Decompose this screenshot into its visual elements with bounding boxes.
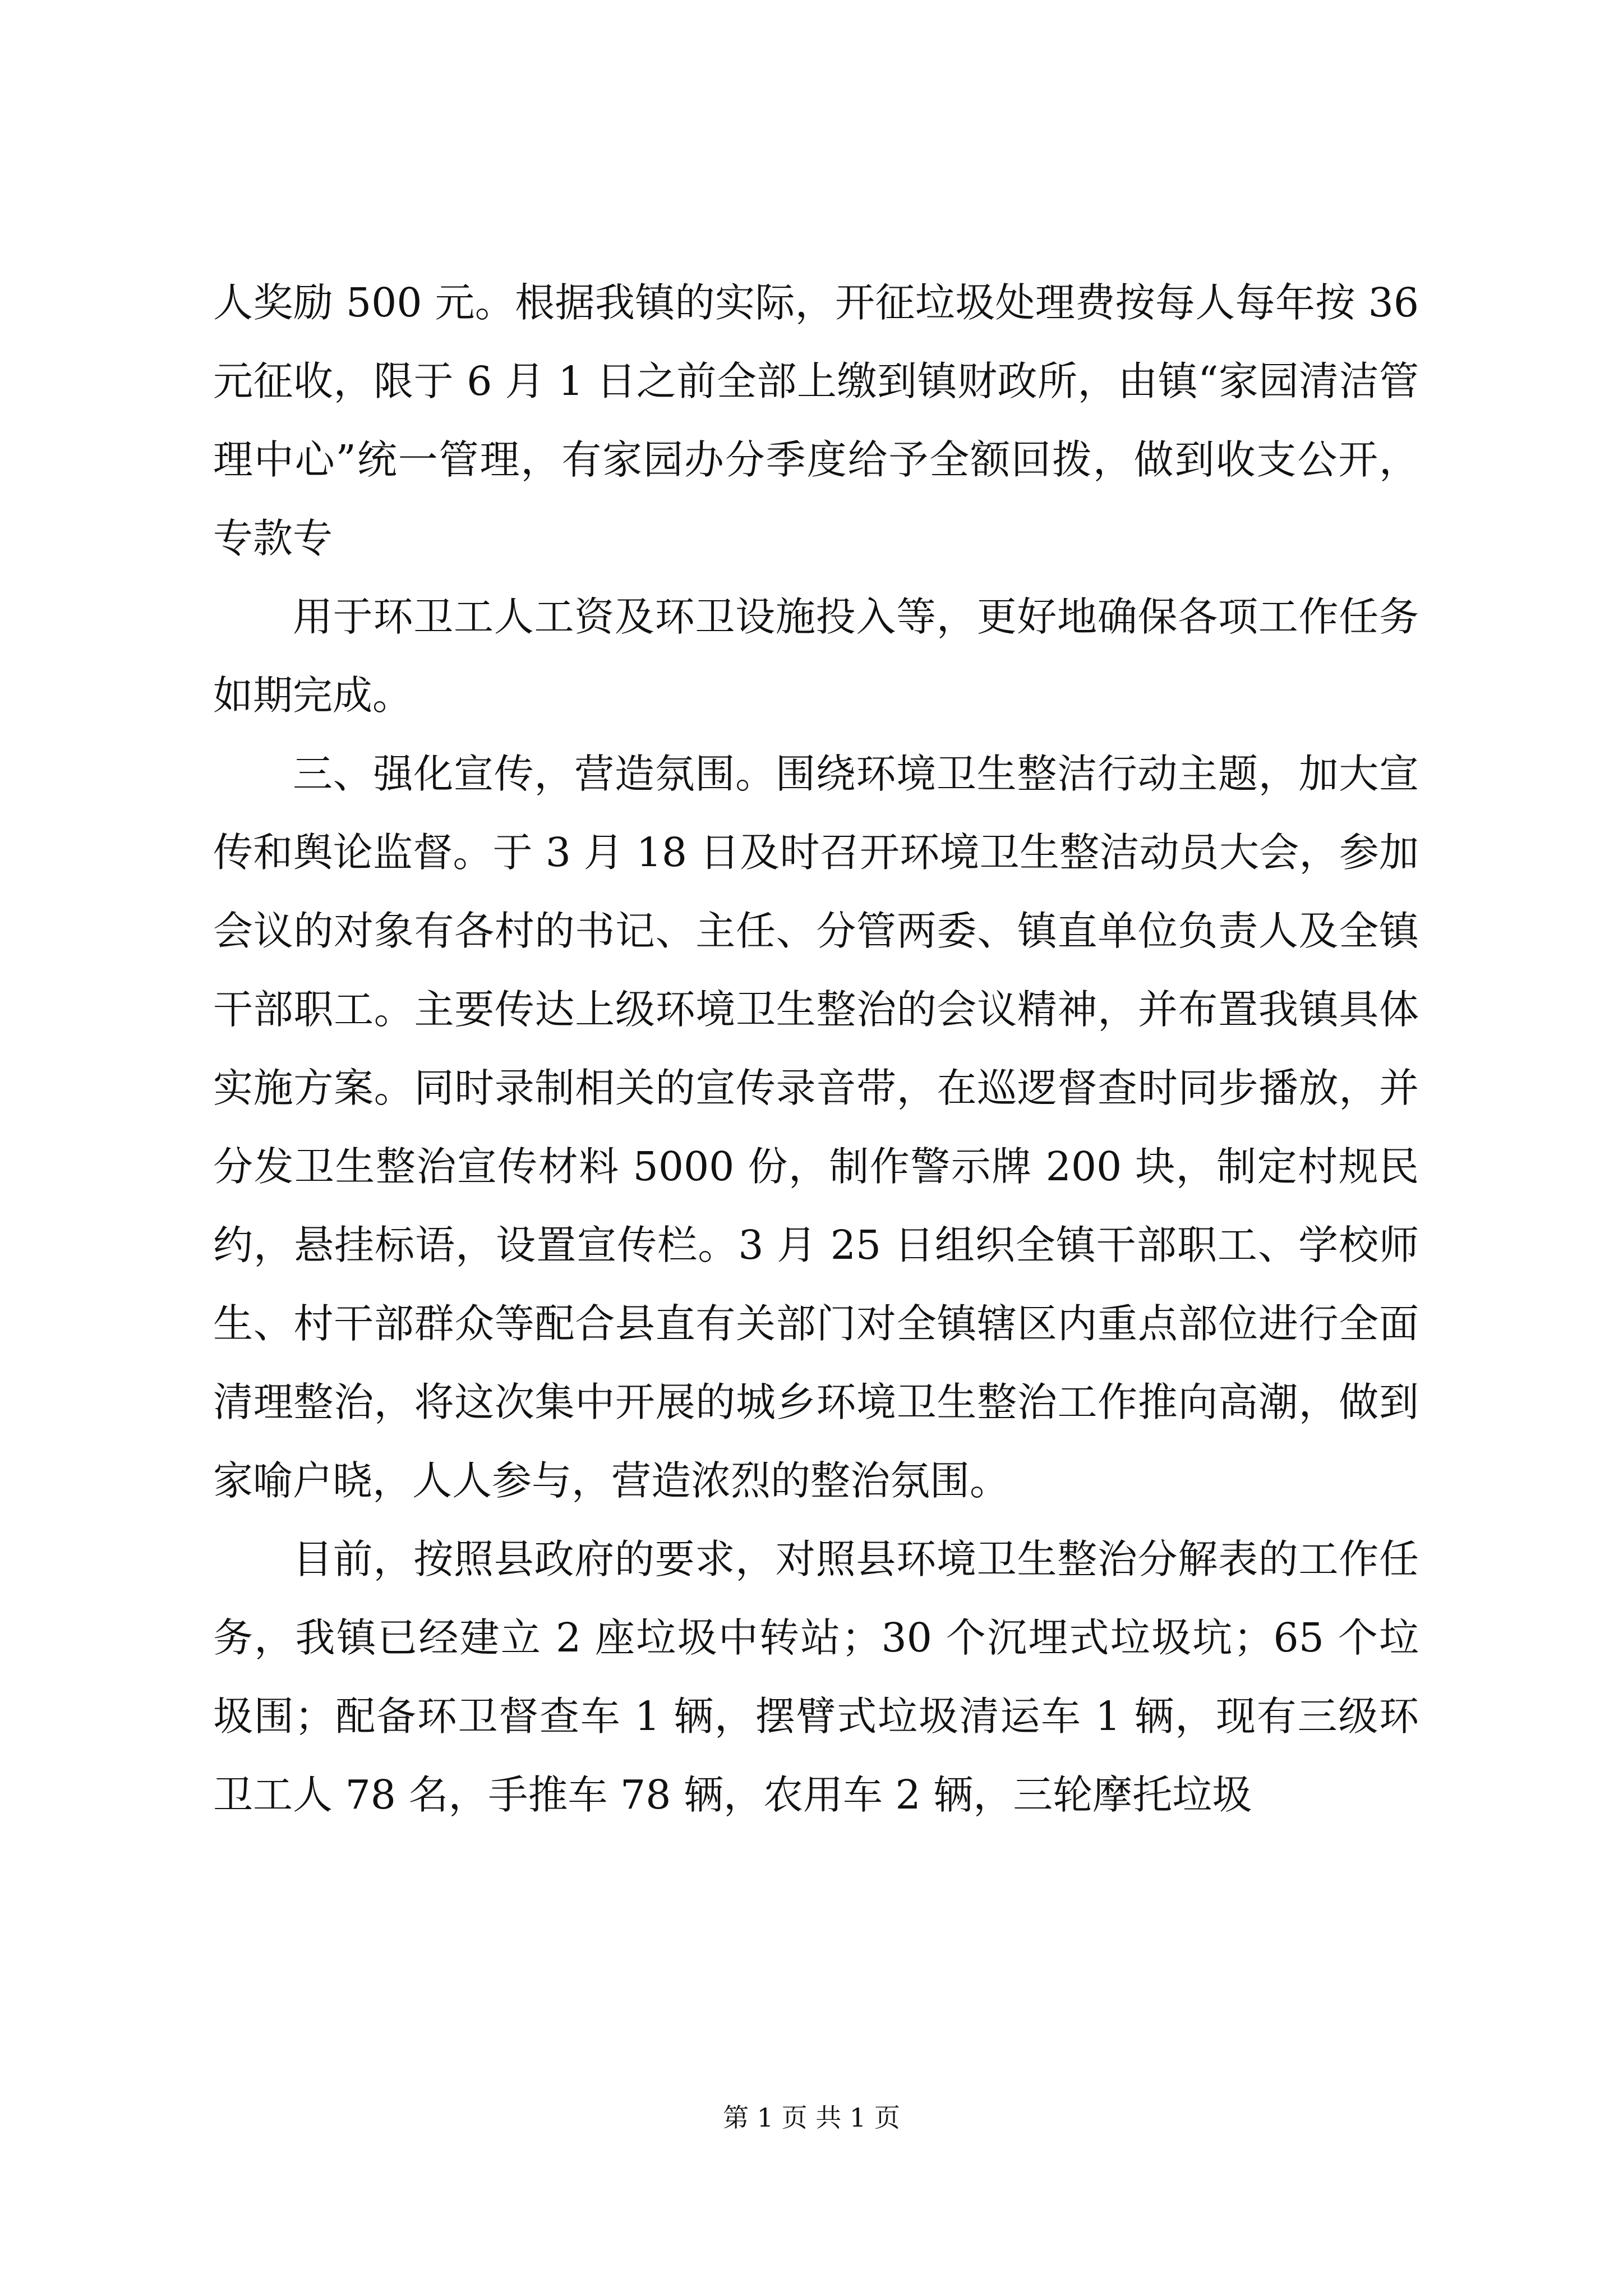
paragraph-4: 目前，按照县政府的要求，对照县环境卫生整治分解表的工作任务，我镇已经建立 2 座垃圾中转站；30 个沉埋式垃圾坑；65 个垃圾围；配备环卫督查车 1 辆，摆臂式垃圾清运车 1 辆，现有三级环卫工人 78 名，手推车 78 辆，农用车 2 辆，三轮摩托垃圾 — [213, 1536, 1419, 1818]
body-text — [213, 264, 1419, 1834]
page-footer: 第 1 页 共 1 页 — [723, 2102, 900, 2133]
paragraph-3: 三、强化宣传，营造氛围。围绕环境卫生整洁行动主题，加大宣传和舆论监督。于 3 月 18 日及时召开环境卫生整洁动员大会，参加会议的对象有各村的书记、主任、分管两委、镇直单位负责人及全镇干部职工。主要传达上级环境卫生整治的会议精神，并布置我镇具体实施方案。同时录制相关的宣传录音带，在巡逻督查时同步播放，并分发卫生整治宣传材料 5000 份，制作警示牌 200 块，制定村规民约，悬挂标语，设置宣传栏。3 月 25 日组织全镇干部职工、学校师生、村干部群众等配合县直有关部门对全镇辖区内重点部位进行全面清理整治，将这次集中开展的城乡环境卫生整治工作推向高潮，做到家喻户晓，人人参与，营造浓烈的整治氛围。 — [213, 751, 1419, 1504]
paragraph-2: 用于环卫工人工资及环卫设施投入等，更好地确保各项工作任务如期完成。 — [213, 593, 1419, 719]
paragraph-1: 人奖励 500 元。根据我镇的实际，开征垃圾处理费按每人每年按 36 元征收，限于 6 月 1 日之前全部上缴到镇财政所，由镇“家园清洁管理中心”统一管理，有家园办分季度给予全额回拨，做到收支公开，专款专 — [213, 279, 1419, 562]
